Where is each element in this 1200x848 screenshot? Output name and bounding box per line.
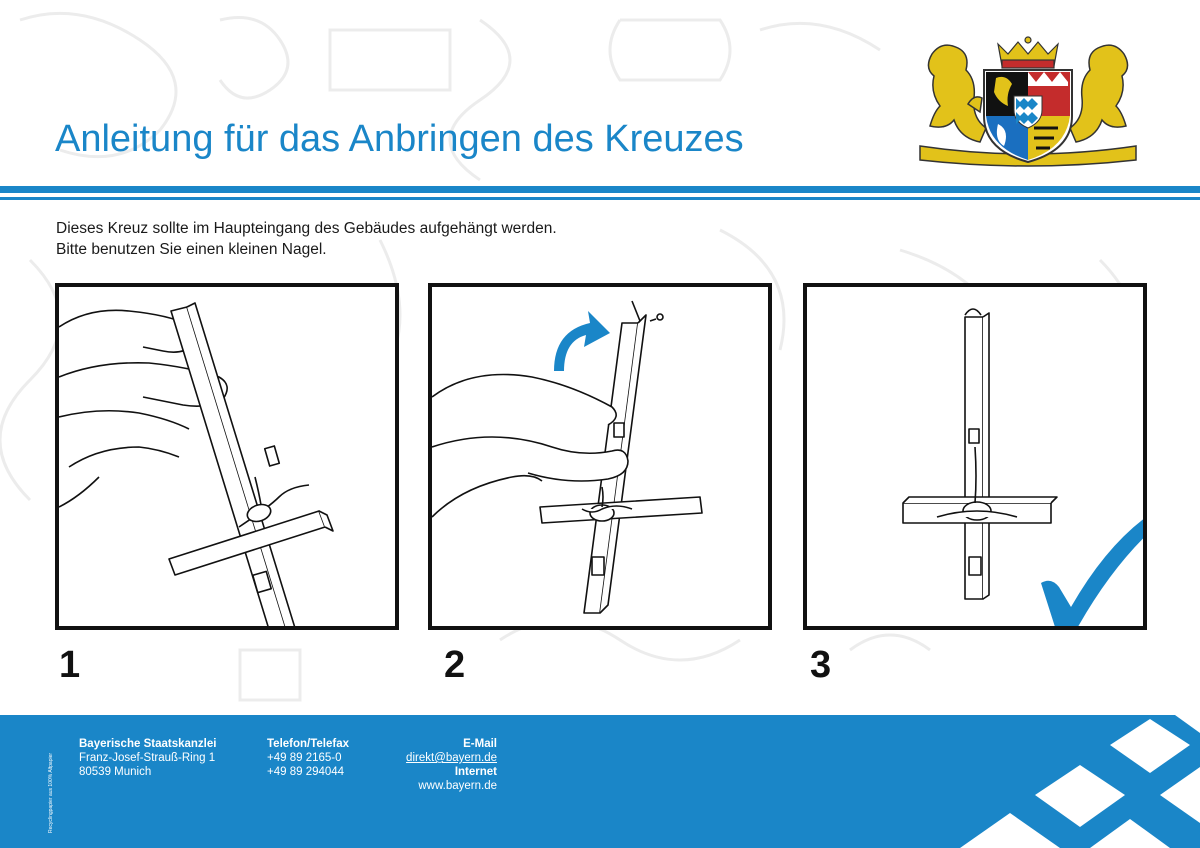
org-name: Bayerische Staatskanzlei — [79, 738, 217, 750]
step-1-illustration — [59, 287, 395, 626]
footer-contact — [380, 737, 497, 793]
header-rule-thick — [0, 186, 1200, 193]
step-3-illustration — [807, 287, 1143, 626]
recycling-note: Recyclingpapier aus 100% Altpapier — [48, 752, 54, 833]
footer-phone — [267, 737, 349, 779]
header-rule-thin — [0, 197, 1200, 200]
intro-line-1: Dieses Kreuz sollte im Haupteingang des Gebäudes aufgehängt werden. — [56, 220, 557, 237]
city: 80539 Munich — [79, 766, 152, 778]
step-number-1: 1 — [59, 644, 81, 686]
turn-arrow-icon — [554, 311, 610, 371]
step-number-2: 2 — [444, 644, 466, 686]
fax-number: +49 89 294044 — [267, 766, 345, 778]
bavarian-coat-of-arms — [912, 34, 1144, 168]
step-number-3: 3 — [810, 644, 832, 686]
phone-heading: Telefon/Telefax — [267, 738, 350, 750]
email-link[interactable]: direkt@bayern.de — [406, 752, 497, 764]
bavarian-lozenges-graphic — [0, 715, 1200, 848]
step-1-panel — [55, 283, 399, 630]
intro-text — [56, 218, 557, 260]
page-title: Anleitung für das Anbringen des Kreuzes — [55, 118, 744, 160]
step-2-panel — [428, 283, 772, 630]
step-3-panel — [803, 283, 1147, 630]
checkmark-icon — [1041, 506, 1143, 626]
website-link[interactable]: www.bayern.de — [418, 780, 497, 792]
phone-number: +49 89 2165-0 — [267, 752, 342, 764]
email-heading: E-Mail — [463, 738, 497, 750]
footer — [0, 715, 1200, 848]
internet-heading: Internet — [454, 766, 497, 778]
street: Franz-Josef-Strauß-Ring 1 — [79, 752, 216, 764]
step-2-illustration — [432, 287, 768, 626]
footer-address — [79, 737, 216, 779]
intro-line-2: Bitte benutzen Sie einen kleinen Nagel. — [56, 241, 327, 258]
